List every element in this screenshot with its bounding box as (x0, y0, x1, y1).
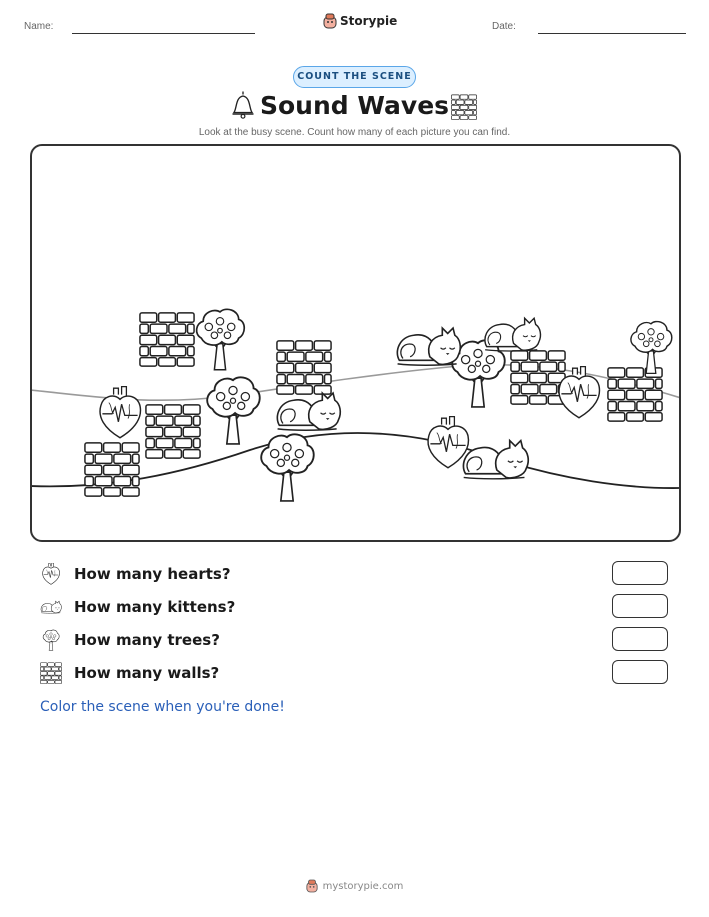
page-title: Sound Waves (259, 91, 450, 120)
answer-box-kittens[interactable] (612, 594, 668, 618)
heart-3 (428, 417, 468, 468)
date-label: Date: (492, 21, 516, 32)
wall-icon (40, 662, 62, 684)
wall-4 (85, 443, 139, 496)
mascot-icon (323, 13, 337, 29)
wall-icon (451, 94, 477, 120)
answer-box-hearts[interactable] (612, 561, 668, 585)
color-instruction: Color the scene when you're done! (40, 699, 285, 715)
question-trees (40, 626, 680, 654)
busy-scene[interactable] (30, 144, 681, 542)
footer (0, 879, 709, 893)
question-hearts-text: How many hearts? (74, 565, 231, 583)
tree-icon (40, 629, 62, 651)
answer-box-walls[interactable] (612, 660, 668, 684)
question-walls-text: How many walls? (74, 664, 220, 682)
wall-5 (511, 351, 565, 404)
heart-1 (100, 387, 140, 438)
footer-url[interactable]: mystorypie.com (322, 880, 404, 892)
question-trees-text: How many trees? (74, 631, 220, 649)
heart-icon (40, 563, 62, 585)
kitten-icon (40, 596, 62, 618)
question-walls (40, 659, 680, 687)
tree-5 (631, 322, 672, 374)
question-hearts (40, 560, 680, 588)
date-line[interactable] (538, 33, 686, 34)
kitten-1 (397, 328, 460, 365)
instructions: Look at the busy scene. Count how many of each picture you can find. (198, 127, 511, 138)
kitten-2 (485, 318, 541, 351)
name-label: Name: (24, 21, 54, 32)
brand-name: Storypie (340, 14, 398, 28)
tree-3 (261, 434, 314, 501)
question-kittens (40, 593, 680, 621)
tree-1 (197, 309, 245, 369)
question-kittens-text: How many kittens? (74, 598, 236, 616)
wall-1 (140, 313, 194, 366)
answer-box-trees[interactable] (612, 627, 668, 651)
brand-logo (323, 13, 397, 29)
name-line[interactable] (72, 33, 255, 34)
kitten-4 (463, 441, 528, 479)
tree-2 (207, 377, 260, 444)
wall-6 (608, 368, 662, 421)
wall-3 (146, 405, 200, 458)
mascot-icon (306, 879, 318, 893)
wall-2 (277, 341, 331, 394)
kitten-3 (277, 393, 340, 430)
activity-tag: COUNT THE SCENE (293, 66, 416, 88)
